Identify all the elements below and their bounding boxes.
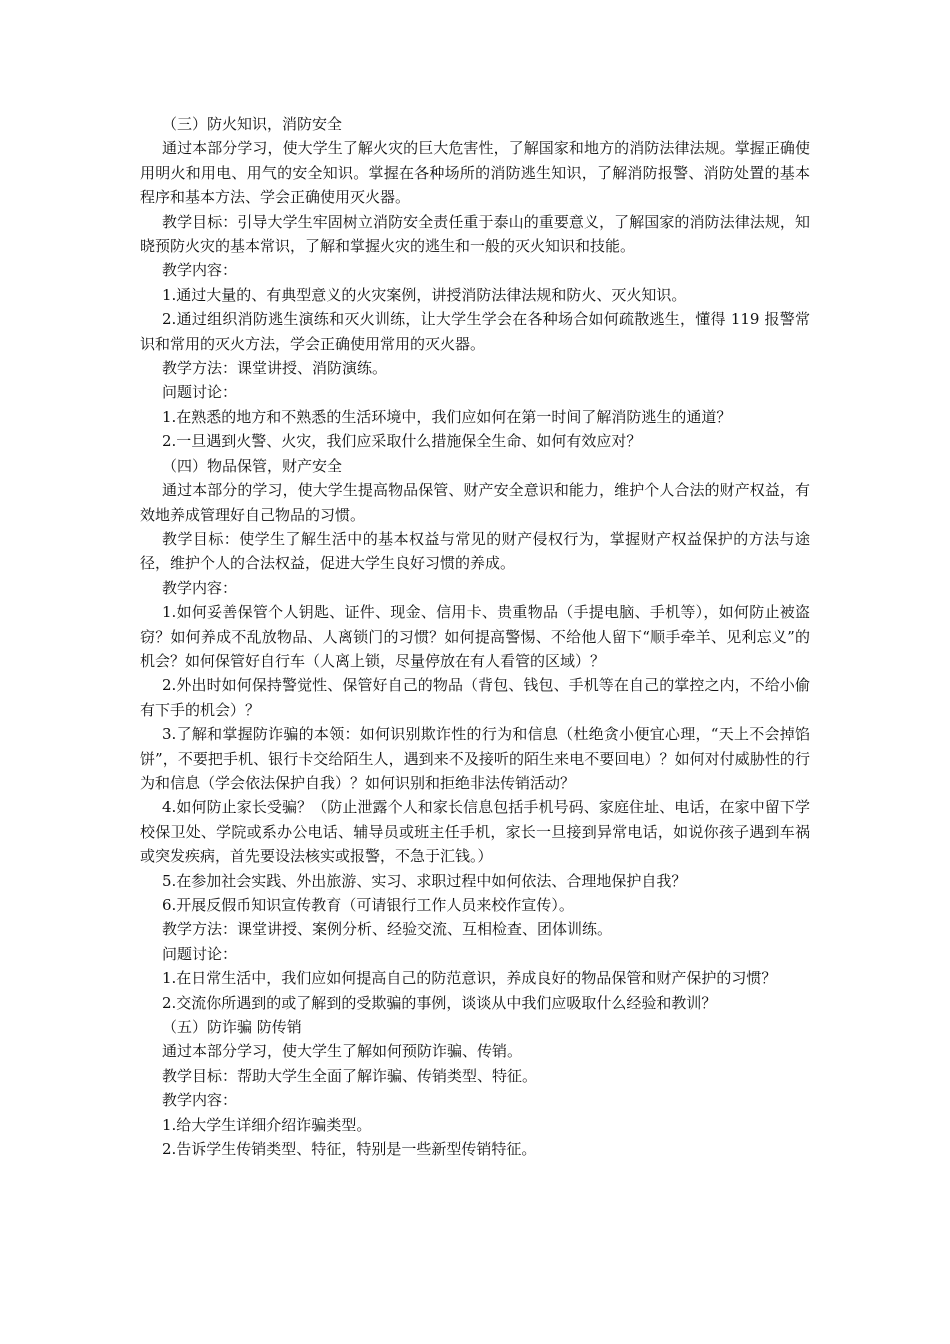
list-item: 1.通过大量的、有典型意义的火灾案例，讲授消防法律法规和防火、灭火知识。 (162, 285, 687, 304)
paragraph: 教学方法：课堂讲授、案例分析、经验交流、互相检查、团体训练。 (162, 920, 613, 939)
list-item: 1.如何妥善保管个人钥匙、证件、现金、信用卡、贵重物品（手提电脑、手机等），如何防止被盗窃？如何养成不乱放物品、人离锁门的习惯？如何提高警惕、不给他人留下“顺手牵羊、见利忘义”的机会？如何保管好自行车（人离上锁，尽量停放在有人看管的区域）？ (140, 603, 810, 670)
paragraph: 教学内容： (162, 1091, 238, 1110)
paragraph: 教学内容： (162, 261, 238, 280)
list-item: 2.通过组织消防逃生演练和灭火训练，让大学生学会在各种场合如何疏散逃生，懂得 119 报警常识和常用的灭火方法，学会正确使用常用的灭火器。 (140, 310, 810, 353)
paragraph: 教学目标：帮助大学生全面了解诈骗、传销类型、特征。 (162, 1066, 538, 1085)
paragraph: 问题讨论： (162, 944, 238, 963)
list-item: 2.交流你所遇到的或了解到的受欺骗的事例，谈谈从中我们应吸取什么经验和教训？ (162, 993, 717, 1012)
section-heading-anti-fraud: （五）防诈骗 防传销 (162, 1018, 302, 1037)
paragraph: 通过本部分的学习，使大学生提高物品保管、财产安全意识和能力，维护个人合法的财产权益，有效地养成管理好自己物品的习惯。 (140, 481, 810, 524)
paragraph: 教学内容： (162, 578, 238, 597)
document-body (140, 112, 810, 1161)
list-item: 6.开展反假币知识宣传教育（可请银行工作人员来校作宣传）。 (162, 896, 574, 914)
list-item: 1.给大学生详细介绍诈骗类型。 (162, 1115, 372, 1134)
list-item: 2.外出时如何保持警觉性、保管好自己的物品（背包、钱包、手机等在自己的掌控之内，不给小偷有下手的机会）？ (140, 676, 810, 719)
section-heading-fire-safety: （三）防火知识，消防安全 (162, 115, 343, 133)
section-heading-property-safety: （四）物品保管，财产安全 (162, 456, 343, 475)
list-item: 2.一旦遇到火警、火灾，我们应采取什么措施保全生命、如何有效应对？ (162, 432, 642, 451)
list-item: 5.在参加社会实践、外出旅游、实习、求职过程中如何依法、合理地保护自我？ (162, 871, 687, 890)
paragraph: 问题讨论： (162, 383, 238, 402)
list-item: 2.告诉学生传销类型、特征，特别是一些新型传销特征。 (162, 1140, 537, 1159)
list-item: 1.在日常生活中，我们应如何提高自己的防范意识，养成良好的物品保管和财产保护的习惯？ (162, 969, 777, 988)
paragraph: 通过本部分学习，使大学生了解火灾的巨大危害性，了解国家和地方的消防法律法规。掌握正确使用明火和用电、用气的安全知识。掌握在各种场所的消防逃生知识，了解消防报警、消防处置的基本程序和基本方法、学会正确使用灭火器。 (140, 139, 810, 207)
list-item: 3.了解和掌握防诈骗的本领：如何识别欺诈性的行为和信息（杜绝贪小便宜心理，“天上不会掉馅饼”，不要把手机、银行卡交给陌生人，遇到来不及接听的陌生来电不要回电）？如何对付威胁性的行为和信息（学会依法保护自我）？如何识别和拒绝非法传销活动？ (140, 725, 810, 792)
paragraph: 教学目标：引导大学生牢固树立消防安全责任重于泰山的重要意义，了解国家的消防法律法规，知晓预防火灾的基本常识，了解和掌握火灾的逃生和一般的灭火知识和技能。 (140, 212, 810, 256)
paragraph: 教学目标：使学生了解生活中的基本权益与常见的财产侵权行为，掌握财产权益保护的方法与途径，维护个人的合法权益，促进大学生良好习惯的养成。 (140, 529, 810, 573)
list-item: 4.如何防止家长受骗？（防止泄露个人和家长信息包括手机号码、家庭住址、电话，在家中留下学校保卫处、学院或系办公电话、辅导员或班主任手机，家长一旦接到异常电话，如说你孩子遇到车祸或突发疾病，首先要设法核实或报警，不急于汇钱。） (140, 798, 810, 866)
paragraph: 教学方法：课堂讲授、消防演练。 (162, 359, 388, 378)
paragraph: 通过本部分学习，使大学生了解如何预防诈骗、传销。 (162, 1042, 523, 1061)
list-item: 1.在熟悉的地方和不熟悉的生活环境中，我们应如何在第一时间了解消防逃生的通道？ (162, 407, 732, 426)
